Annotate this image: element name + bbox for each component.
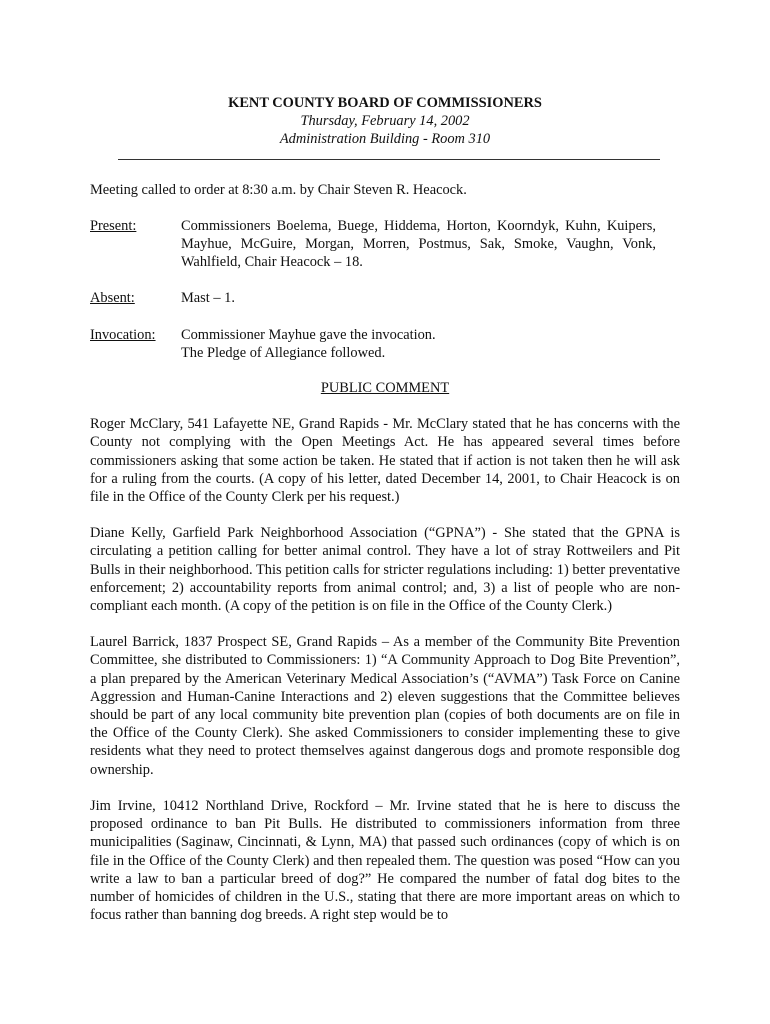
comment-paragraph: Jim Irvine, 10412 Northland Drive, Rockford – Mr. Irvine stated that he is here to discuss the proposed ordinance to ban Pit Bulls. He distributed to commissioners information from three municipalities (Saginaw, Cincinnati, & Lynn, MA) that passed such ordinances (copy of which is on file in the Office of the County Clerk) and then repealed them. The question was posed “How can you write a law to ban a particular breed of dog?” He compared the number of fatal dog bites to the number of homicides of children in the U.S., stating that there are more important areas on which to focus rather than banning dog breeds. A right step would be to bbox=[90, 797, 680, 924]
present-list: Commissioners Boelema, Buege, Hiddema, Horton, Koorndyk, Kuhn, Kuipers, Mayhue, McGuire, Morgan, Morren, Postmus, Sak, Smoke, Vaughn, Vonk, Wahlfield, Chair Heacock – 18. bbox=[181, 217, 656, 271]
meeting-date: Thursday, February 14, 2002 bbox=[300, 113, 470, 130]
comment-paragraph: Diane Kelly, Garfield Park Neighborhood Association (“GPNA”) - She stated that the GPNA is circulating a petition calling for better animal control. They have a lot of stray Rottweilers and Pit Bulls in their neighborhood. This petition calls for stricter regulations including: 1) better preventative enforcement; 2) accountability reports from animal control; and, 3) a list of people who are non-compliant each month. (A copy of the petition is on file in the Office of the County Clerk.) bbox=[90, 525, 680, 615]
document-title: KENT COUNTY BOARD OF COMMISSIONERS bbox=[228, 95, 542, 111]
present-row bbox=[90, 217, 680, 272]
absent-list: Mast – 1. bbox=[181, 290, 235, 307]
invocation-line: Commissioner Mayhue gave the invocation. bbox=[181, 326, 436, 343]
call-to-order: Meeting called to order at 8:30 a.m. by Chair Steven R. Heacock. bbox=[90, 181, 467, 198]
absent-row bbox=[90, 289, 680, 307]
minutes-page bbox=[90, 94, 680, 924]
comment-paragraph: Laurel Barrick, 1837 Prospect SE, Grand Rapids – As a member of the Community Bite Prevention Committee, she distributed to Commissioners: 1) “A Community Approach to Dog Bite Prevention”, a plan prepared by the American Veterinary Medical Association’s (“AVMA”) Task Force on Canine Aggression and Human-Canine Interactions and 2) eleven suggestions that the Committee believes should be part of any local community bite prevention plan (copies of both documents are on file in the Office of the County Clerk). She asked Commissioners to consider implementing these to give residents what they need to protect themselves against dangerous dogs and promote responsible dog ownership. bbox=[90, 634, 680, 778]
comment-paragraph: Roger McClary, 541 Lafayette NE, Grand Rapids - Mr. McClary stated that he has concerns with the County not complying with the Open Meetings Act. He has appeared several times before commissioners asking that some action be taken. He stated that if action is not taken then he will ask for a ruling from the courts. (A copy of his letter, dated December 14, 2001, to Chair Heacock is on file in the Office of the County Clerk per his request.) bbox=[90, 416, 680, 506]
invocation-row bbox=[90, 326, 680, 362]
absent-label: Absent: bbox=[90, 290, 135, 307]
meeting-location: Administration Building - Room 310 bbox=[279, 131, 491, 148]
invocation-label: Invocation: bbox=[90, 326, 156, 343]
present-label: Present: bbox=[90, 217, 137, 234]
document-header bbox=[90, 94, 680, 149]
pledge-line: The Pledge of Allegiance followed. bbox=[181, 344, 386, 361]
public-comment-heading: PUBLIC COMMENT bbox=[320, 380, 450, 397]
header-divider bbox=[118, 159, 660, 160]
invocation-text bbox=[181, 326, 680, 362]
